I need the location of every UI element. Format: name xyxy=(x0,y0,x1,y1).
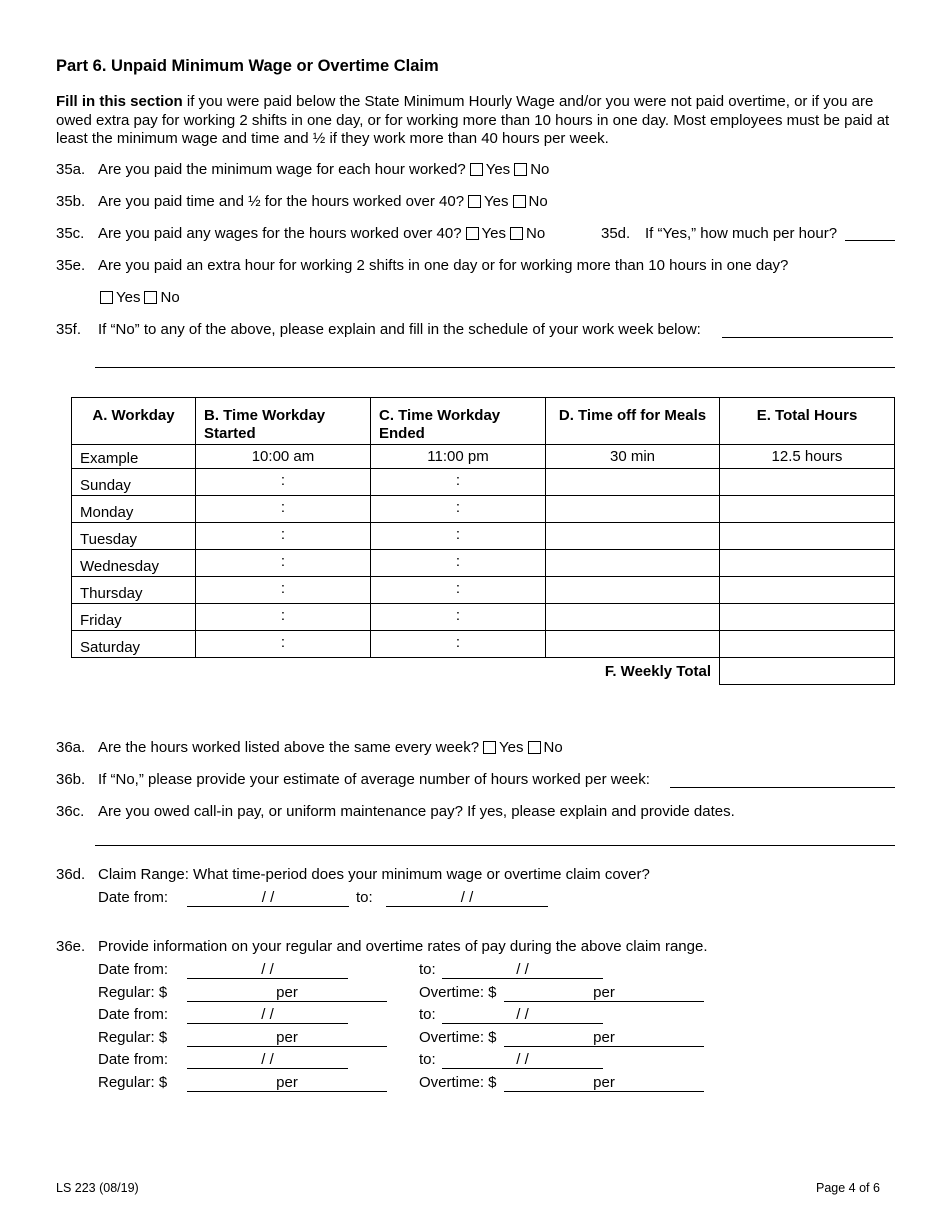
meal-time-cell[interactable] xyxy=(546,523,720,550)
work-schedule-table xyxy=(71,397,895,685)
day-label: Monday xyxy=(72,496,196,523)
rate2-regular-label: Regular: $ xyxy=(98,1029,168,1046)
total-hours-cell[interactable] xyxy=(720,523,895,550)
question-35a xyxy=(56,161,85,178)
meal-time-cell[interactable] xyxy=(546,550,720,577)
meal-time-cell[interactable] xyxy=(546,496,720,523)
table-row-example xyxy=(72,445,895,469)
rate3-overtime-input[interactable]: per xyxy=(504,1074,704,1092)
q35f-num: 35f. xyxy=(56,321,82,338)
q35e-label: Are you paid an extra hour for working 2 shifts in one day or for working more than 10 hours in one day? xyxy=(98,257,789,274)
start-time-cell[interactable]: : xyxy=(196,631,371,658)
q35a-no-label: No xyxy=(530,161,550,178)
start-time-cell[interactable]: : xyxy=(196,604,371,631)
q36c-answer-line[interactable] xyxy=(95,845,895,846)
q36d-date-from-input[interactable]: / / xyxy=(187,889,349,907)
intro-paragraph xyxy=(56,93,901,149)
rate3-date-to-input[interactable]: / / xyxy=(442,1051,603,1069)
example-end: 11:00 pm xyxy=(371,445,546,469)
q36c-num: 36c. xyxy=(56,803,85,820)
end-time-cell[interactable]: : xyxy=(371,469,546,496)
rate3-to-label: to: xyxy=(419,1051,436,1068)
q36b-num: 36b. xyxy=(56,771,86,788)
rate3-overtime-label: Overtime: $ xyxy=(419,1074,497,1091)
question-36d xyxy=(56,866,85,883)
example-meals: 30 min xyxy=(546,445,720,469)
end-time-cell[interactable]: : xyxy=(371,604,546,631)
q36e-label: Provide information on your regular and overtime rates of pay during the above claim range. xyxy=(98,938,708,955)
q35b-no-label: No xyxy=(528,193,548,210)
q36b-answer-line[interactable] xyxy=(670,787,895,788)
q35c-yes-checkbox[interactable] xyxy=(466,227,479,240)
question-36a xyxy=(56,739,85,756)
q35e-yes-checkbox[interactable] xyxy=(100,291,113,304)
q35c-no-checkbox[interactable] xyxy=(510,227,523,240)
meal-time-cell[interactable] xyxy=(546,469,720,496)
rate3-date-from-input[interactable]: / / xyxy=(187,1051,348,1069)
start-time-cell[interactable]: : xyxy=(196,577,371,604)
q35c-yes-label: Yes xyxy=(481,225,507,242)
table-row xyxy=(72,577,895,604)
total-hours-cell[interactable] xyxy=(720,604,895,631)
q35e-yes-label: Yes xyxy=(116,289,141,306)
weekly-total-label: F. Weekly Total xyxy=(604,662,711,680)
intro-text: if you were paid below the State Minimum Hourly Wage and/or you were not paid overtime, or if you are owed extra pay for working 2 shifts in one day, or for working more than 10 hours in one day. Most employees must be paid at least the minimum wage and time and ½ if they work more than 40 hours per week. xyxy=(56,93,890,147)
q35a-yes-label: Yes xyxy=(485,161,511,178)
end-time-cell[interactable]: : xyxy=(371,631,546,658)
table-row xyxy=(72,631,895,658)
q35f-label: If “No” to any of the above, please explain and fill in the schedule of your work week below: xyxy=(98,321,701,338)
table-row xyxy=(72,550,895,577)
rate2-regular-input[interactable]: per xyxy=(187,1029,387,1047)
q35d-answer-line[interactable] xyxy=(845,240,895,241)
end-time-cell[interactable]: : xyxy=(371,496,546,523)
q36d-num: 36d. xyxy=(56,866,86,883)
q36a-no-label: No xyxy=(543,739,563,756)
q36d-date-from-label: Date from: xyxy=(98,889,169,906)
weekly-total-row xyxy=(72,658,895,685)
rate3-regular-input[interactable]: per xyxy=(187,1074,387,1092)
rate1-overtime-label: Overtime: $ xyxy=(419,984,497,1001)
q35e-num: 35e. xyxy=(56,257,86,274)
rate1-regular-label: Regular: $ xyxy=(98,984,168,1001)
start-time-cell[interactable]: : xyxy=(196,550,371,577)
table-row xyxy=(72,604,895,631)
header-meal-time: D. Time off for Meals xyxy=(546,398,720,445)
meal-time-cell[interactable] xyxy=(546,604,720,631)
rate1-regular-input[interactable]: per xyxy=(187,984,387,1002)
q36d-to-label: to: xyxy=(356,889,373,906)
q36b-label: If “No,” please provide your estimate of average number of hours worked per week: xyxy=(98,771,650,788)
rate2-date-from-input[interactable]: / / xyxy=(187,1006,348,1024)
rate1-date-from-label: Date from: xyxy=(98,961,169,978)
end-time-cell[interactable]: : xyxy=(371,550,546,577)
question-35e xyxy=(56,257,85,274)
rate2-date-to-input[interactable]: / / xyxy=(442,1006,603,1024)
total-hours-cell[interactable] xyxy=(720,577,895,604)
end-time-cell[interactable]: : xyxy=(371,523,546,550)
start-time-cell[interactable]: : xyxy=(196,523,371,550)
question-35c-text xyxy=(98,225,545,242)
rate3-date-from-label: Date from: xyxy=(98,1051,169,1068)
total-hours-cell[interactable] xyxy=(720,496,895,523)
header-time-ended: C. Time Workday Ended xyxy=(371,398,546,445)
question-35f xyxy=(56,321,81,338)
example-start: 10:00 am xyxy=(196,445,371,469)
q35e-options xyxy=(96,289,180,306)
rate2-overtime-label: Overtime: $ xyxy=(419,1029,497,1046)
q35c-no-label: No xyxy=(526,225,546,242)
q35b-num: 35b. xyxy=(56,193,86,210)
q35f-answer-line[interactable] xyxy=(722,337,893,338)
start-time-cell[interactable]: : xyxy=(196,469,371,496)
q36d-date-to-input[interactable]: / / xyxy=(386,889,548,907)
q36a-yes-label: Yes xyxy=(499,739,524,756)
q35d-num: 35d. xyxy=(601,225,631,242)
question-36b xyxy=(56,771,85,788)
total-hours-cell[interactable] xyxy=(720,550,895,577)
total-hours-cell[interactable] xyxy=(720,631,895,658)
question-35b-text xyxy=(98,193,548,210)
question-36c xyxy=(56,803,84,820)
example-day: Example xyxy=(72,445,196,469)
q35e-no-label: No xyxy=(160,289,180,306)
q35a-no-checkbox[interactable] xyxy=(514,163,527,176)
table-row xyxy=(72,496,895,523)
intro-bold: Fill in this section xyxy=(56,93,183,110)
question-35d xyxy=(601,225,630,242)
rate1-to-label: to: xyxy=(419,961,436,978)
q36a-label: Are the hours worked listed above the same every week? xyxy=(98,739,480,756)
rate2-date-from-label: Date from: xyxy=(98,1006,169,1023)
rate1-date-to-input[interactable]: / / xyxy=(442,961,603,979)
start-time-cell[interactable]: : xyxy=(196,496,371,523)
rate2-to-label: to: xyxy=(419,1006,436,1023)
day-label: Wednesday xyxy=(72,550,196,577)
question-36e xyxy=(56,938,85,955)
rate3-regular-label: Regular: $ xyxy=(98,1074,168,1091)
day-label: Friday xyxy=(72,604,196,631)
header-time-started: B. Time Workday Started xyxy=(196,398,371,445)
q36d-label: Claim Range: What time-period does your minimum wage or overtime claim cover? xyxy=(98,866,650,883)
table-row xyxy=(72,469,895,496)
rate1-date-from-input[interactable]: / / xyxy=(187,961,348,979)
q35f-answer-line-2[interactable] xyxy=(95,367,895,368)
page-number: Page 4 of 6 xyxy=(816,1181,880,1195)
q36e-num: 36e. xyxy=(56,938,86,955)
q35a-num: 35a. xyxy=(56,161,86,178)
table-row xyxy=(72,523,895,550)
rate2-overtime-input[interactable]: per xyxy=(504,1029,704,1047)
question-35b xyxy=(56,193,85,210)
question-35c xyxy=(56,225,84,242)
day-label: Thursday xyxy=(72,577,196,604)
q35b-yes-label: Yes xyxy=(484,193,509,210)
q35b-label: Are you paid time and ½ for the hours worked over 40? xyxy=(98,193,465,210)
question-35a-text xyxy=(98,161,549,178)
example-total: 12.5 hours xyxy=(720,445,895,469)
q36c-label: Are you owed call-in pay, or uniform maintenance pay? If yes, please explain and provide dates. xyxy=(98,803,735,820)
day-label: Sunday xyxy=(72,469,196,496)
weekly-total-cell[interactable] xyxy=(720,658,895,685)
meal-time-cell[interactable] xyxy=(546,631,720,658)
q36a-yes-checkbox[interactable] xyxy=(483,741,496,754)
total-hours-cell[interactable] xyxy=(720,469,895,496)
part-title: Part 6. Unpaid Minimum Wage or Overtime Claim xyxy=(56,57,439,75)
q35e-no-checkbox[interactable] xyxy=(144,291,157,304)
header-workday: A. Workday xyxy=(72,398,196,445)
q36a-no-checkbox[interactable] xyxy=(528,741,541,754)
q35a-label: Are you paid the minimum wage for each hour worked? xyxy=(98,161,466,178)
form-id: LS 223 (08/19) xyxy=(56,1181,139,1195)
meal-time-cell[interactable] xyxy=(546,577,720,604)
header-total-hours: E. Total Hours xyxy=(720,398,895,445)
rate1-overtime-input[interactable]: per xyxy=(504,984,704,1002)
table-header-row xyxy=(72,398,895,445)
q35a-yes-checkbox[interactable] xyxy=(470,163,483,176)
q35b-yes-checkbox[interactable] xyxy=(468,195,481,208)
question-36a-text xyxy=(98,739,563,756)
q35c-label: Are you paid any wages for the hours worked over 40? xyxy=(98,225,462,242)
end-time-cell[interactable]: : xyxy=(371,577,546,604)
q35c-num: 35c. xyxy=(56,225,85,242)
day-label: Tuesday xyxy=(72,523,196,550)
q35b-no-checkbox[interactable] xyxy=(513,195,526,208)
blank-cell xyxy=(72,658,546,685)
day-label: Saturday xyxy=(72,631,196,658)
q35d-label: If “Yes,” how much per hour? xyxy=(645,225,838,242)
q36a-num: 36a. xyxy=(56,739,86,756)
